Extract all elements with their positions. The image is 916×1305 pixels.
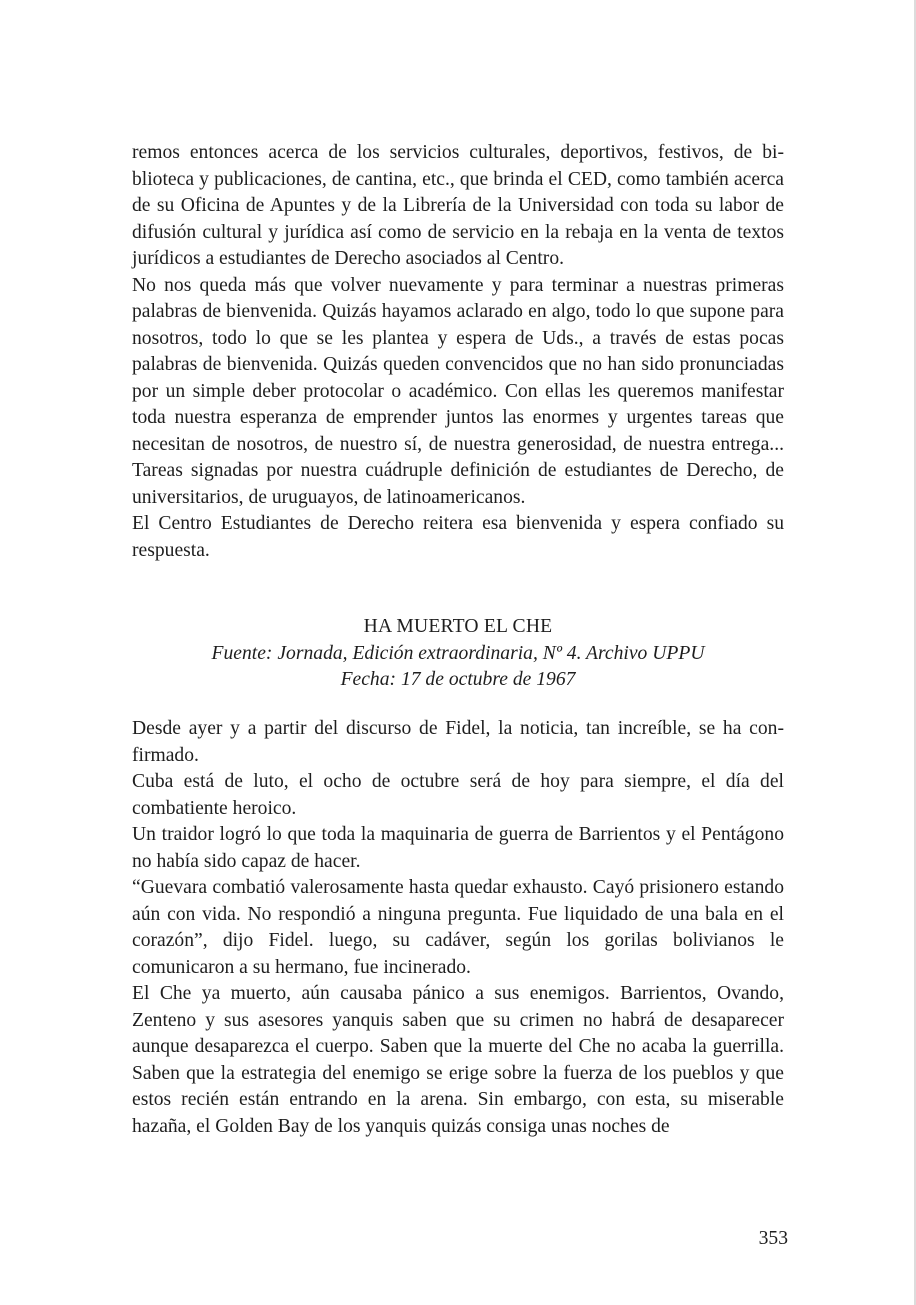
paragraph: “Guevara combatió valerosamente hasta quedar exhausto. Cayó prisionero estando aún con vida. No respondió a ninguna pregunta. Fue liquidado de una bala en el corazón”, dijo Fidel. luego, su cadáver, según los gorilas bolivianos le comunicaron a su hermano, fue incinerado.	[132, 877, 784, 978]
paragraph: Desde ayer y a partir del discurso de Fidel, la noticia, tan increíble, se ha confirmado.	[132, 718, 784, 766]
section-date: Fecha: 17 de octubre de 1967	[340, 669, 576, 690]
paragraph: remos entonces acerca de los servicios culturales, deportivos, festivos, de biblioteca y publicaciones, de cantina, etc., que brinda el CED, como también acerca de su Oficina de Apuntes y de la Librería de la Universidad con toda su labor de difusión cultural y jurídica así como de servicio en la rebaja en la venta de textos jurídicos a estudiantes de Derecho asociados al Centro.	[132, 142, 784, 269]
paragraph: El Centro Estudiantes de Derecho reitera esa bienvenida y espera confiado su respuesta.	[132, 513, 784, 561]
paragraph: No nos queda más que volver nuevamente y para terminar a nuestras primeras palabras de bienvenida. Quizás hayamos aclarado en algo, todo lo que supone para nosotros, todo lo que se les plantea y espera de Uds., a través de estas pocas palabras de bienvenida. Quizás queden convencidos que no han sido pronunciadas por un simple deber protocolar o académico. Con ellas les queremos manifestar toda nuestra esperanza de emprender juntos las enormes y urgentes tareas que necesitan de nosotros, de nuestro sí, de nuestra generosidad, de nuestra entrega... Tareas signadas por nuestra cuádruple definición de estudiantes de Derecho, de universitarios, de uruguayos, de latinoamericanos.	[132, 274, 784, 508]
body-text-bottom	[132, 716, 784, 1140]
section-heading	[132, 614, 784, 694]
paragraph: Cuba está de luto, el ocho de octubre será de hoy para siempre, el día del combatiente heroico.	[132, 771, 784, 819]
paragraph: El Che ya muerto, aún causaba pánico a sus enemigos. Barrientos, Ovando, Zenteno y sus asesores yanquis saben que su crimen no habrá de desaparecer aunque desaparezca el cuerpo. Saben que la muerte del Che no acaba la guerrilla. Saben que la estrategia del enemigo se erige sobre la fuerza de los pueblos y que estos recién están entrando en la arena. Sin embargo, con esta, su miserable hazaña, el Golden Bay de los yanquis quizás consiga unas noches de	[132, 983, 784, 1137]
section-source: Fuente: Jornada, Edición extraordinaria, Nº 4. Archivo UPPU	[211, 642, 705, 664]
paragraph: Un traidor logró lo que toda la maquinaria de guerra de Barrientos y el Pentágono no había sido capaz de hacer.	[132, 824, 784, 872]
body-text-top	[132, 140, 784, 564]
section-title: HA MUERTO EL CHE	[363, 616, 553, 637]
page-number: 353	[758, 1228, 788, 1249]
